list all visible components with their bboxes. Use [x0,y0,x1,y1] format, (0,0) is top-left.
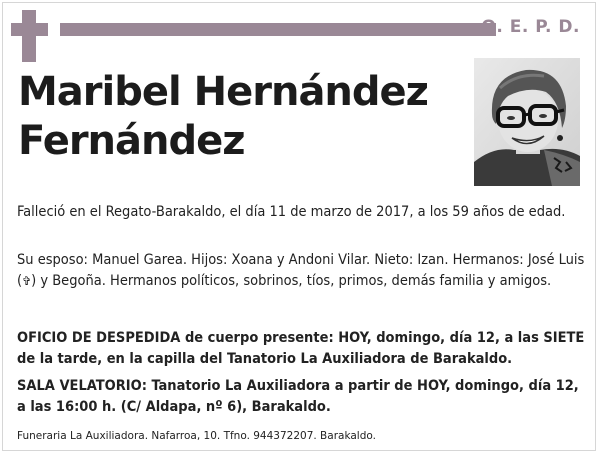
cross-icon-horizontal [11,23,48,36]
portrait-illustration [474,58,580,186]
name-line-1: Maribel Hernández [18,69,428,115]
deceased-cross-icon: ✞ [22,274,32,288]
cross-icon-vertical [22,10,36,62]
wake-room-text: SALA VELATORIO: Tanatorio La Auxiliadora a partir de HOY, domingo, día 12, a las 16:00 h. (C/ Aldapa, nº 6), Barakaldo. [17,378,579,415]
header-rule [60,23,496,36]
family-text-part-2: ) y Begoña. Hermanos políticos, sobrinos, tíos, primos, demás familia y amigos. [31,273,552,289]
funeral-service-text: OFICIO DE DESPEDIDA de cuerpo presente: HOY, domingo, día 12, a las SIETE de la tarde, en la capilla del Tanatorio La Auxiliadora de Barakaldo. [17,330,585,367]
deceased-name [18,68,458,166]
portrait-photo [474,58,580,186]
family-text-part-1: Su esposo: Manuel Garea. Hijos: Xoana y Andoni Vilar. Nieto: Izan. Hermanos: José Luis ( [17,252,585,289]
qepd-label: Q. E. P. D. [481,17,580,37]
funeral-home-footer: Funeraria La Auxiliadora. Nafarroa, 10. Tfno. 944372207. Barakaldo. [17,430,376,442]
name-line-2: Fernández [18,118,245,164]
family-text [17,250,587,292]
death-notice-text: Falleció en el Regato-Barakaldo, el día 11 de marzo de 2017, a los 59 años de edad. [17,204,566,220]
